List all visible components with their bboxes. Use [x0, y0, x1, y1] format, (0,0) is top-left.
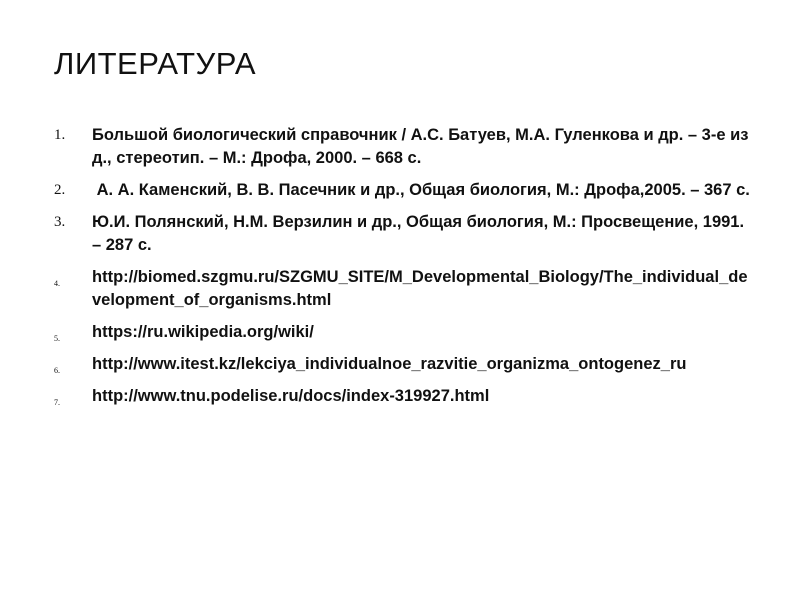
reference-number: 7. — [54, 398, 60, 407]
reference-item — [54, 211, 754, 257]
reference-number: 1. — [54, 127, 66, 143]
reference-item — [54, 353, 754, 376]
reference-item — [54, 124, 754, 170]
reference-number: 6. — [54, 366, 60, 375]
reference-item — [54, 179, 754, 202]
reference-text: А. А. Каменский, В. В. Пасечник и др., Общая биология, М.: Дрофа,2005. – 367 с. — [92, 181, 750, 199]
reference-item — [54, 321, 754, 344]
reference-number: 3. — [54, 214, 66, 230]
reference-link[interactable]: https://ru.wikipedia.org/wiki/ — [92, 323, 314, 341]
reference-item — [54, 385, 754, 408]
reference-number: 4. — [54, 279, 60, 288]
reference-text: Большой биологический справочник / А.С. Батуев, М.А. Гуленкова и др. – 3-е изд., стереотип. – М.: Дрофа, 2000. – 668 с. — [92, 126, 749, 167]
reference-link[interactable]: http://www.tnu.podelise.ru/docs/index-319927.html — [92, 387, 490, 405]
reference-item — [54, 266, 754, 312]
reference-number: 5. — [54, 334, 60, 343]
reference-link[interactable]: http://www.itest.kz/lekciya_individualnoe_razvitie_organizma_ontogenez_ru — [92, 355, 687, 373]
page-title: ЛИТЕРАТУРА — [54, 46, 257, 81]
reference-list — [54, 124, 754, 417]
reference-text: Ю.И. Полянский, Н.М. Верзилин и др., Общая биология, М.: Просвещение, 1991. – 287 с. — [92, 213, 745, 254]
reference-number: 2. — [54, 182, 66, 198]
reference-link[interactable]: http://biomed.szgmu.ru/SZGMU_SITE/M_Developmental_Biology/The_individual_development_of_organisms.html — [92, 268, 748, 309]
